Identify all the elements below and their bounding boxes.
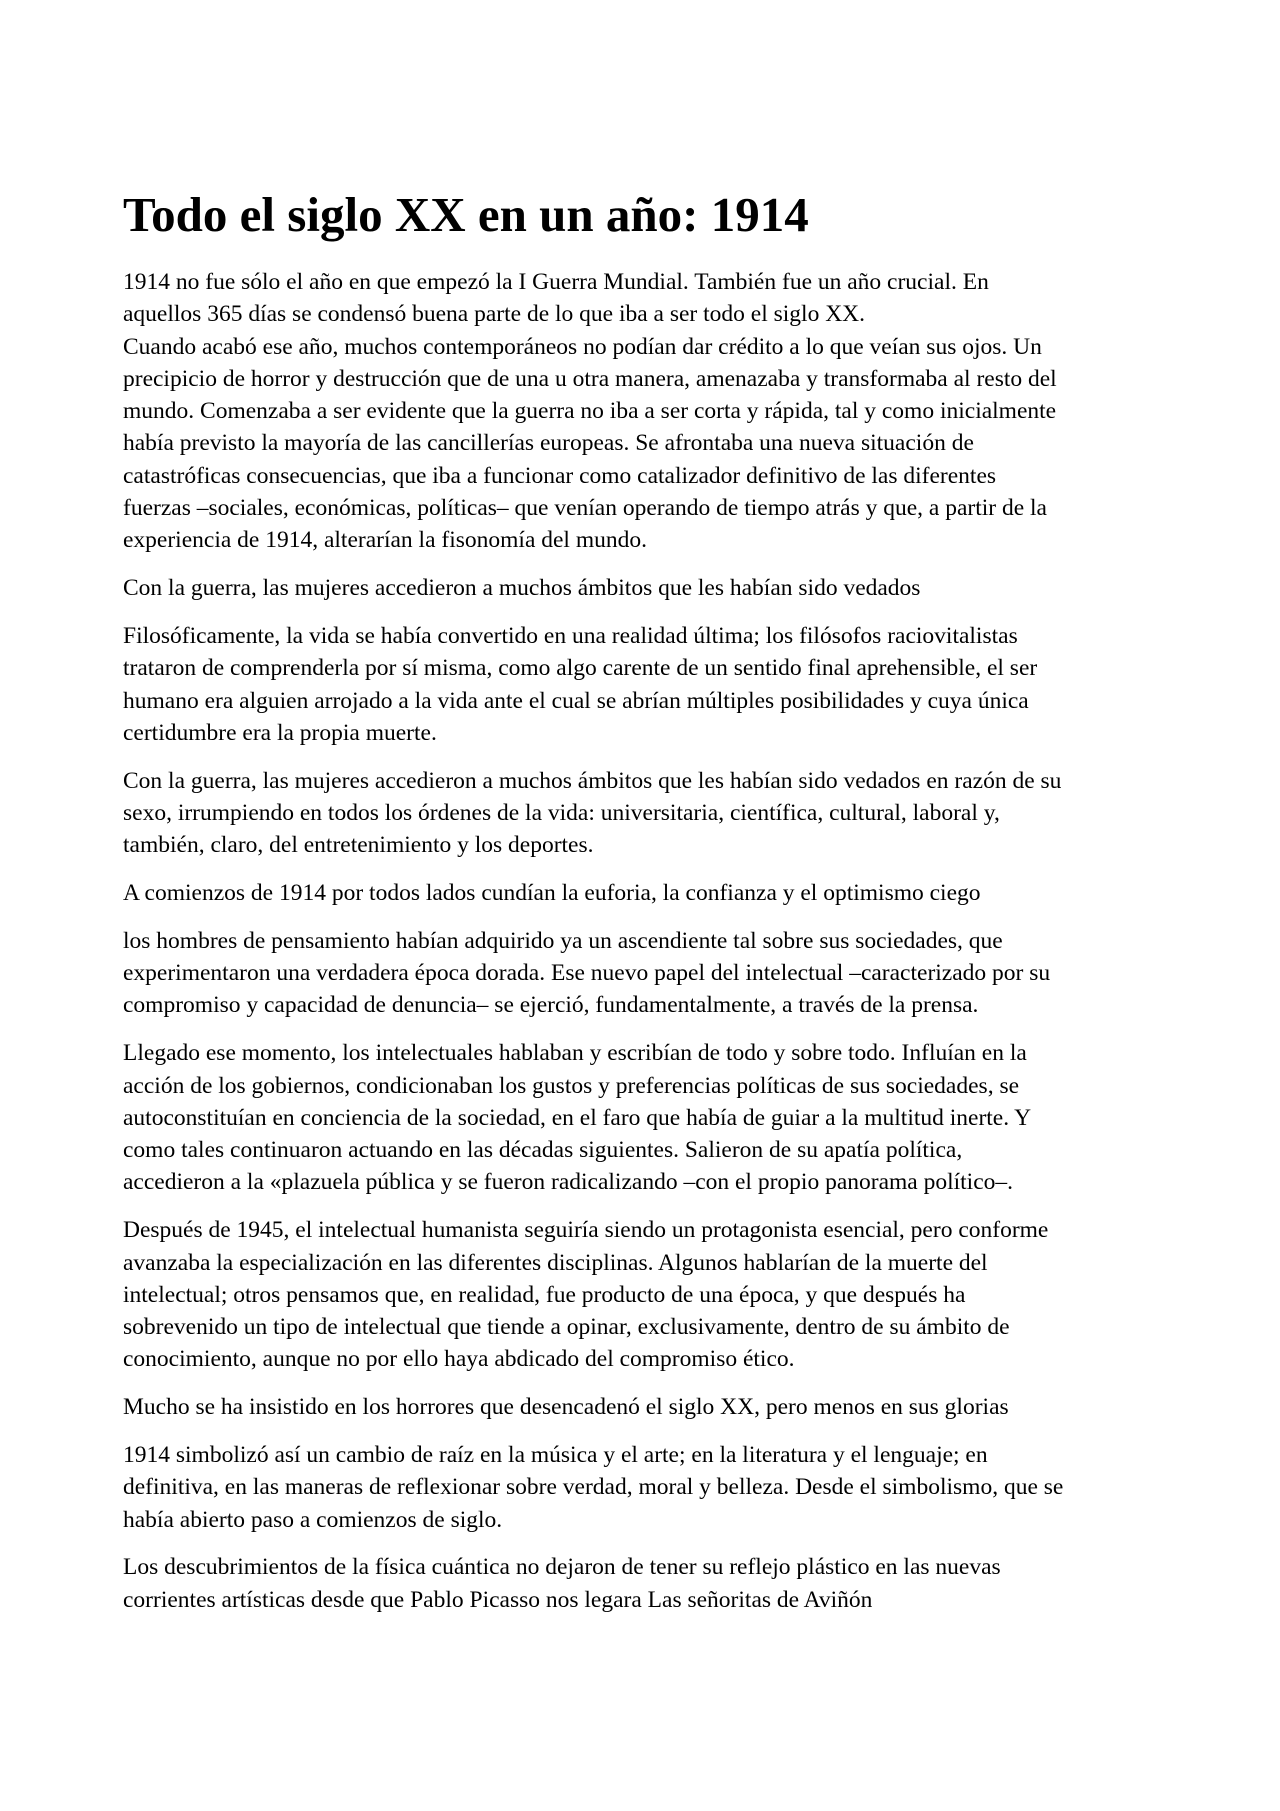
text-line: sexo, irrumpiendo en todos los órdenes de la vida: universitaria, científica, cultural, laboral y, [123, 799, 1000, 826]
text-line: Los descubrimientos de la física cuántica no dejaron de tener su reflejo plástico en las nuevas [123, 1554, 1001, 1581]
text-line: certidumbre era la propia muerte. [123, 719, 437, 746]
text-line: compromiso y capacidad de denuncia– se ejerció, fundamentalmente, a través de la prensa. [123, 992, 979, 1019]
text-line: intelectual; otros pensamos que, en realidad, fue producto de una época, y que después ha [123, 1281, 966, 1308]
text-line: experimentaron una verdadera época dorada. Ese nuevo papel del intelectual –caracterizado por su [123, 960, 1051, 987]
paragraph [123, 925, 1163, 1022]
text-line: avanzaba la especialización en las diferentes disciplinas. Algunos hablarían de la muerte del [123, 1249, 988, 1276]
text-line: 1914 simbolizó así un cambio de raíz en la música y el arte; en la literatura y el lenguaje; en [123, 1442, 988, 1468]
text-line: fuerzas –sociales, económicas, políticas– que venían operando de tiempo atrás y que, a partir de la [123, 495, 1047, 522]
text-line: catastróficas consecuencias, que iba a funcionar como catalizador definitivo de las diferentes [123, 462, 997, 489]
text-line: sobrevenido un tipo de intelectual que tiende a opinar, exclusivamente, dentro de su ámbito de [123, 1314, 1010, 1341]
paragraph [123, 572, 1163, 604]
document-body [123, 266, 1163, 1616]
paragraph [123, 620, 1163, 749]
paragraph [123, 1037, 1163, 1198]
text-line: accedieron a la «plazuela pública y se fueron radicalizando –con el propio panorama político–. [123, 1169, 1014, 1196]
paragraph [123, 765, 1163, 862]
text-line: Mucho se ha insistido en los horrores que desencadenó el siglo XX, pero menos en sus glorias [123, 1394, 1009, 1421]
text-line: conocimiento, aunque no por ello haya abdicado del compromiso ético. [123, 1346, 795, 1373]
text-line: mundo. Comenzaba a ser evidente que la guerra no iba a ser corta y rápida, tal y como inicialmente [123, 398, 1057, 425]
text-line: humano era alguien arrojado a la vida ante el cual se abrían múltiples posibilidades y cuya única [123, 687, 1029, 714]
text-line: aquellos 365 días se condensó buena parte de lo que iba a ser todo el siglo XX. [123, 301, 866, 328]
text-line: Cuando acabó ese año, muchos contemporáneos no podían dar crédito a lo que veían sus ojos. Un [123, 333, 1042, 360]
text-line: como tales continuaron actuando en las décadas siguientes. Salieron de su apatía política, [123, 1137, 963, 1164]
text-line: corrientes artísticas desde que Pablo Picasso nos legara Las señoritas de Aviñón [123, 1586, 873, 1613]
document-page [123, 182, 1163, 1631]
paragraph [123, 1391, 1163, 1423]
document-title: Todo el siglo XX en un año: 1914 [123, 187, 809, 242]
paragraph [123, 1551, 1163, 1616]
paragraph [123, 266, 1163, 557]
text-line: los hombres de pensamiento habían adquirido ya un ascendiente tal sobre sus sociedades, que [123, 927, 1003, 954]
text-line: había previsto la mayoría de las cancillerías europeas. Se afrontaba una nueva situación de [123, 430, 974, 457]
text-line: Filosóficamente, la vida se había convertido en una realidad última; los filósofos raciovitalistas [123, 622, 1018, 649]
paragraph [123, 877, 1163, 909]
text-line: definitiva, en las maneras de reflexionar sobre verdad, moral y belleza. Desde el simbolismo, que se [123, 1474, 1064, 1501]
paragraph [123, 1439, 1163, 1536]
text-line: precipicio de horror y destrucción que de una u otra manera, amenazaba y transformaba al resto del [123, 365, 1057, 392]
text-line: trataron de comprenderla por sí misma, como algo carente de un sentido final aprehensible, el ser [123, 655, 1038, 682]
paragraph [123, 1214, 1163, 1375]
text-line: autoconstituían en conciencia de la sociedad, en el faro que había de guiar a la multitud inerte. Y [123, 1104, 1032, 1131]
text-line: Con la guerra, las mujeres accedieron a muchos ámbitos que les habían sido vedados [123, 575, 921, 602]
text-line: 1914 no fue sólo el año en que empezó la I Guerra Mundial. También fue un año crucial. En [123, 269, 989, 295]
text-line: había abierto paso a comienzos de siglo. [123, 1506, 503, 1533]
text-line: Llegado ese momento, los intelectuales hablaban y escribían de todo y sobre todo. Influían en la [123, 1040, 1027, 1067]
text-line: experiencia de 1914, alterarían la fisonomía del mundo. [123, 527, 647, 554]
text-line: también, claro, del entretenimiento y los deportes. [123, 832, 594, 859]
text-line: Con la guerra, las mujeres accedieron a muchos ámbitos que les habían sido vedados en razón de su [123, 767, 1062, 794]
text-line: Después de 1945, el intelectual humanista seguiría siendo un protagonista esencial, pero conforme [123, 1217, 1049, 1244]
text-line: A comienzos de 1914 por todos lados cundían la euforia, la confianza y el optimismo ciego [123, 880, 981, 907]
text-line: acción de los gobiernos, condicionaban los gustos y preferencias políticas de sus sociedades, se [123, 1072, 1020, 1099]
